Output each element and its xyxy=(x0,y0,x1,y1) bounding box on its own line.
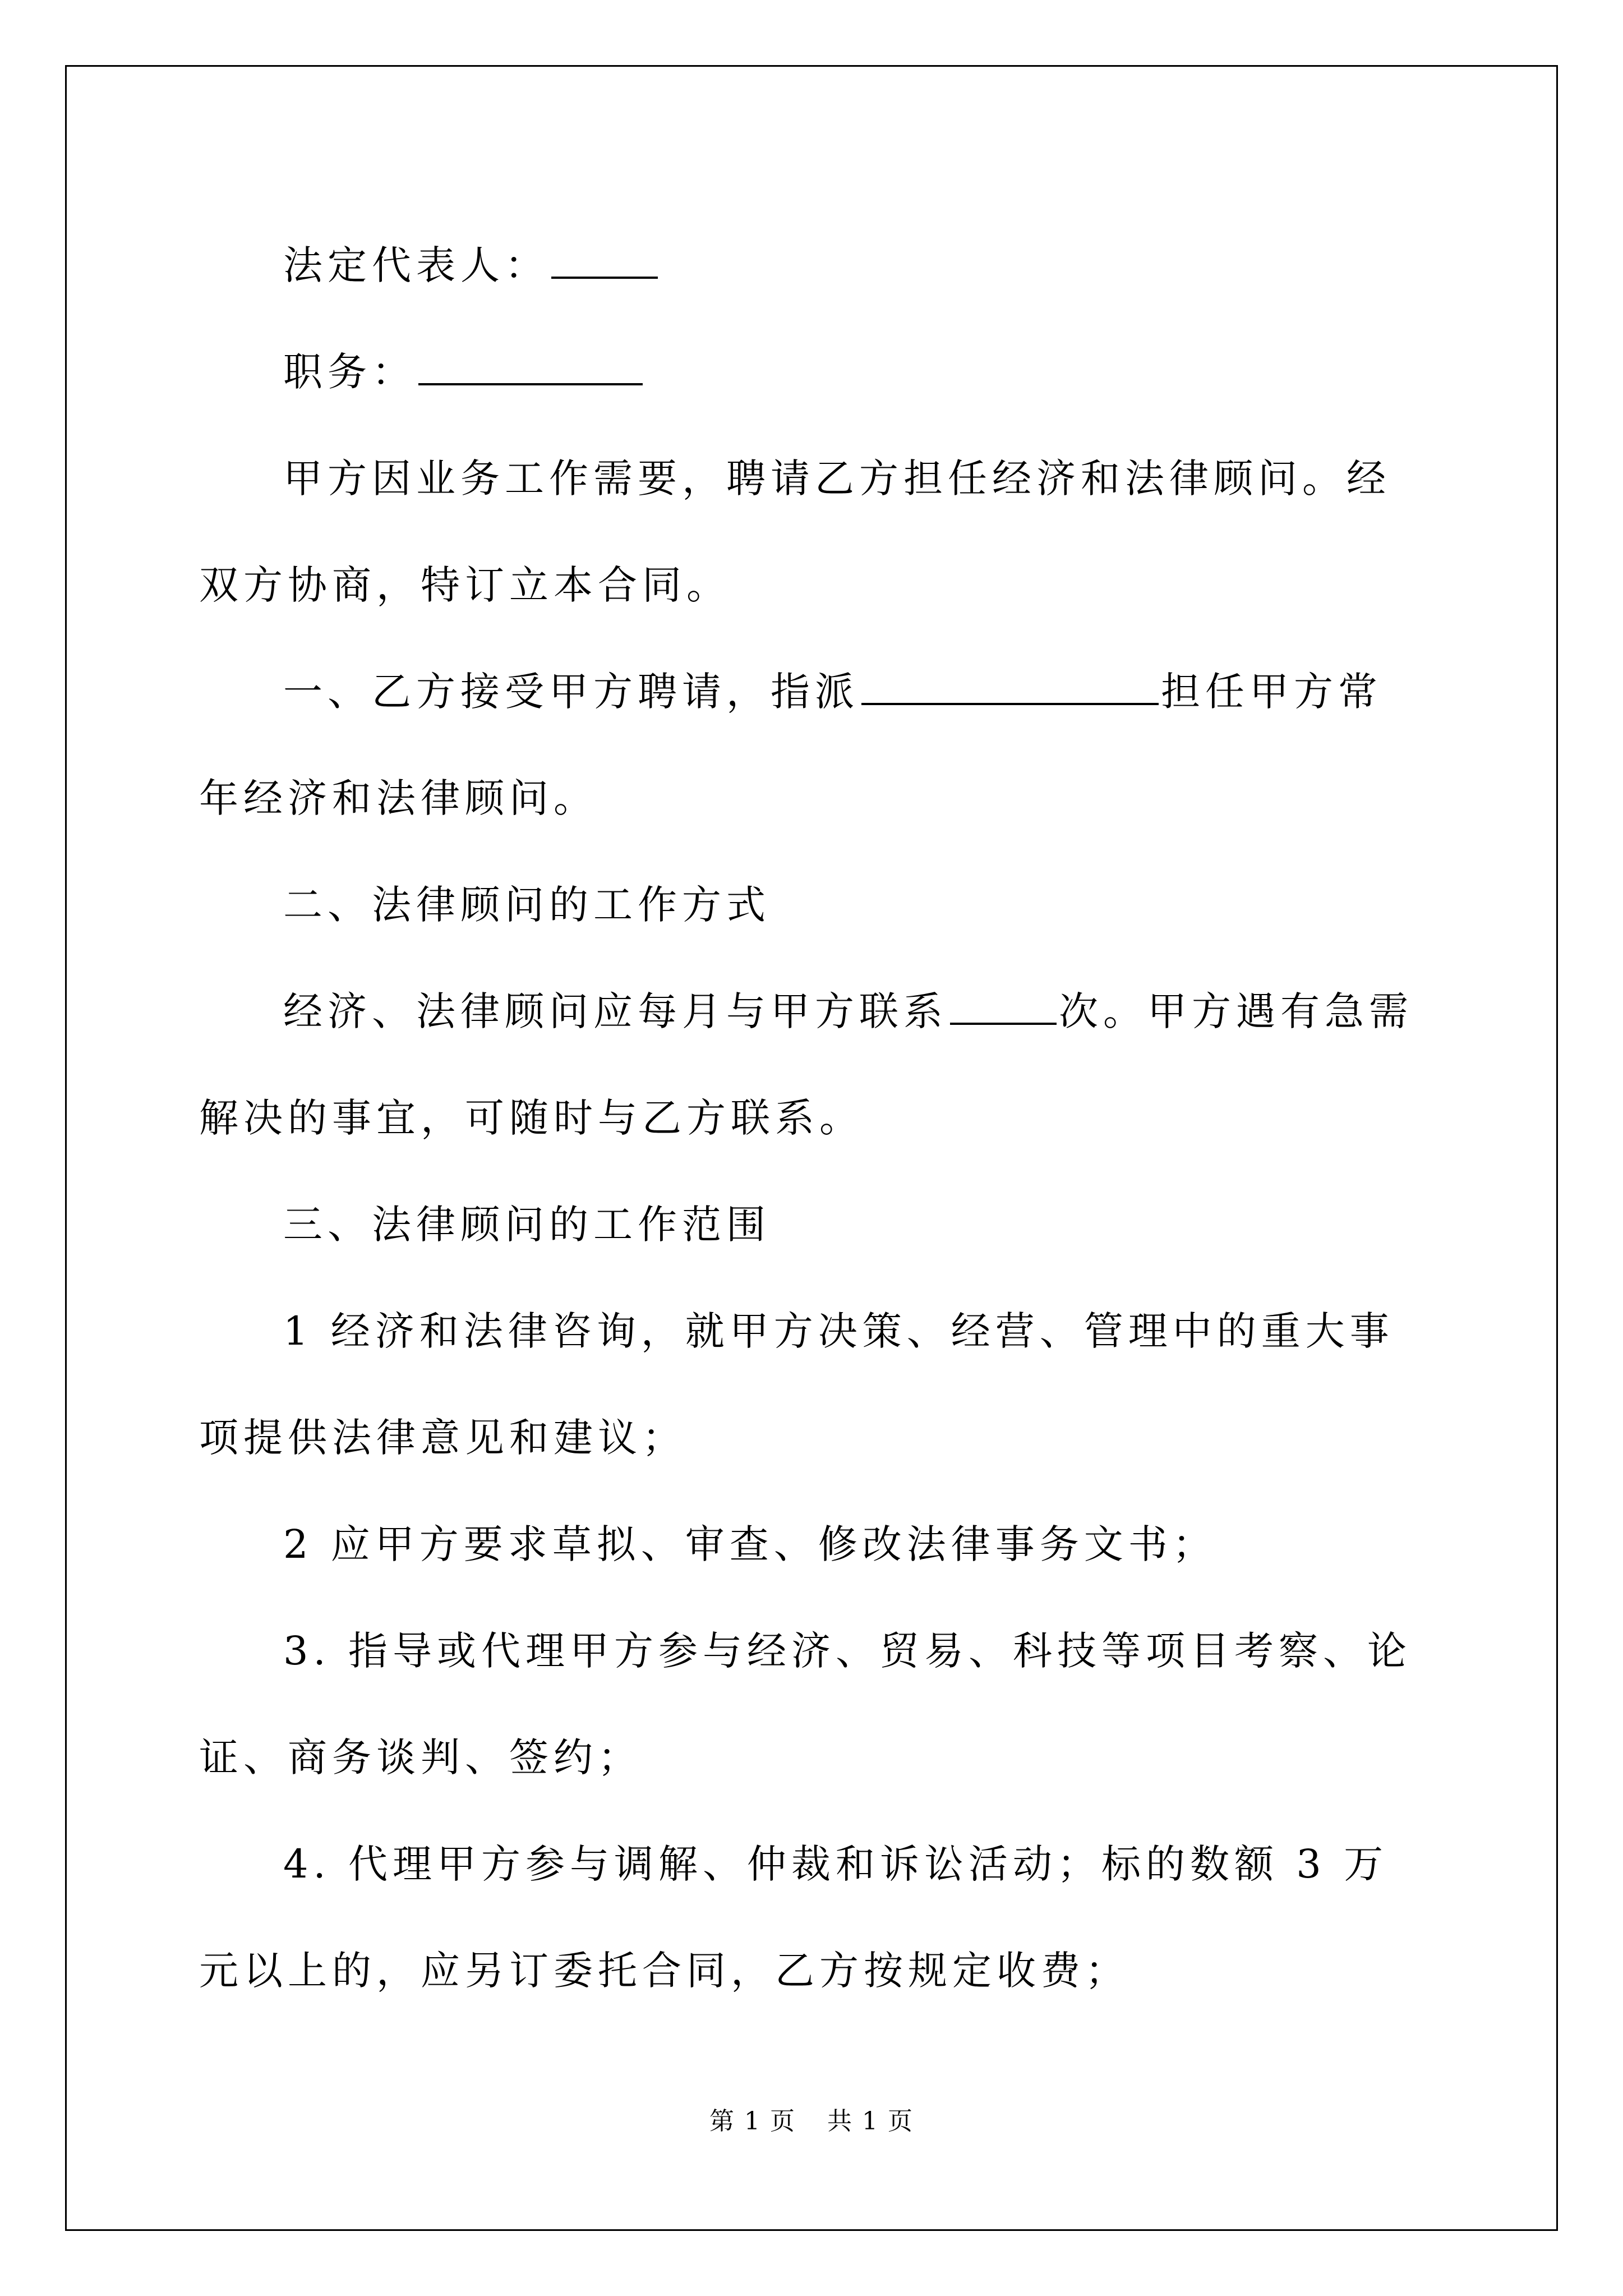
clause-1-paragraph xyxy=(199,638,1424,852)
field-label: 法定代表人： xyxy=(283,242,549,288)
heading-text: 三、法律顾问的工作范围 xyxy=(283,1202,771,1248)
page-number-current: 第 1 页 xyxy=(709,2107,796,2136)
fill-in-blank[interactable] xyxy=(418,351,643,385)
fill-in-blank[interactable] xyxy=(551,244,658,279)
scope-item-4 xyxy=(199,1811,1424,2024)
paragraph-text: 经济、法律顾问应每月与甲方联系 xyxy=(283,988,948,1034)
contact-frequency-paragraph xyxy=(199,958,1424,1171)
paragraph-text: 一、乙方接受甲方聘请，指派 xyxy=(283,669,859,715)
document-body xyxy=(199,212,1424,2024)
scope-item-2 xyxy=(199,1491,1424,1598)
scope-item-1 xyxy=(199,1278,1424,1491)
legal-representative-line xyxy=(199,212,1424,319)
field-label: 职务： xyxy=(283,349,416,395)
paragraph-text: 2 应甲方要求草拟、审查、修改法律事务文书； xyxy=(283,1521,1217,1567)
position-line xyxy=(199,319,1424,425)
paragraph-text: 甲方因业务工作需要，聘请乙方担任经济和法律顾问。经双方协商，特订立本合同。 xyxy=(199,455,1391,608)
scope-item-3 xyxy=(199,1598,1424,1811)
section-2-heading xyxy=(199,852,1424,958)
paragraph-text: 4. 代理甲方参与调解、仲裁和诉讼活动；标的数额 3 万元以上的，应另订委托合同，乙方按规定收费； xyxy=(199,1841,1389,1994)
fill-in-blank[interactable] xyxy=(950,990,1057,1025)
paragraph-text: 3. 指导或代理甲方参与经济、贸易、科技等项目考察、论证、商务谈判、签约； xyxy=(199,1628,1412,1780)
page-footer xyxy=(0,2101,1623,2137)
section-3-heading xyxy=(199,1171,1424,1278)
paragraph-text: 次。甲方遇有急需解决的事宜，可随时与乙方联系。 xyxy=(199,988,1413,1141)
heading-text: 二、法律顾问的工作方式 xyxy=(283,882,771,928)
paragraph-text: 担任甲方常年经济和法律顾问。 xyxy=(199,669,1382,821)
fill-in-blank[interactable] xyxy=(861,670,1159,705)
preamble-paragraph xyxy=(199,425,1424,638)
page-number-total: 共 1 页 xyxy=(827,2107,914,2136)
paragraph-text: 1 经济和法律咨询，就甲方决策、经营、管理中的重大事项提供法律意见和建议； xyxy=(199,1308,1394,1461)
